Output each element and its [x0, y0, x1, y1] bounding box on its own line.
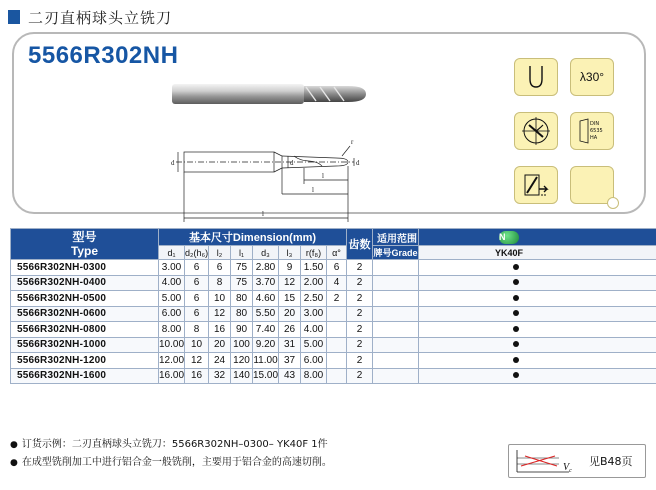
cell-d2: 6	[185, 291, 209, 307]
table-row	[11, 306, 656, 322]
cell-l3: 15	[279, 291, 301, 307]
type-cell: 5566R302NH-0300	[11, 260, 159, 276]
cell-l2: 16	[209, 322, 231, 338]
note-application-text: 在成型铣削加工中进行铝合金一般铣削，主要用于铝合金的高速切削。	[21, 457, 332, 468]
cell-l1: 80	[231, 291, 253, 307]
drawing-labels	[171, 138, 360, 218]
cell-range-blank	[373, 353, 419, 369]
material-n-cell	[419, 229, 656, 246]
label-l3: l	[312, 186, 314, 194]
type-cell: 5566R302NH-0400	[11, 275, 159, 291]
cell-d1: 8.00	[159, 322, 185, 338]
cell-a	[327, 306, 347, 322]
type-cell: 5566R302NH-1200	[11, 353, 159, 369]
cell-range-blank	[373, 275, 419, 291]
cell-a: 6	[327, 260, 347, 276]
spec-table	[10, 228, 656, 384]
cell-range-blank	[373, 322, 419, 338]
cell-a	[327, 337, 347, 353]
cell-teeth: 2	[347, 260, 373, 276]
tool-render	[172, 84, 366, 104]
bullet-icon: ●	[10, 458, 18, 468]
cell-a	[327, 368, 347, 384]
note-order-text: 订货示例：二刃直柄球头立铣刀：5566R302NH–0300– YK40F 1件	[21, 439, 328, 450]
available-dot-icon	[513, 372, 519, 378]
cell-d3: 9.20	[253, 337, 279, 353]
cell-grade-availability	[419, 275, 656, 291]
type-header-en: Type	[70, 244, 99, 258]
dimension-drawing	[176, 146, 354, 222]
cell-grade-availability	[419, 306, 656, 322]
cell-grade-availability	[419, 291, 656, 307]
cell-a	[327, 353, 347, 369]
col-d1: d₁	[159, 246, 185, 260]
cell-range-blank	[373, 368, 419, 384]
type-header-cn: 型号	[72, 230, 97, 244]
available-dot-icon	[513, 310, 519, 316]
cell-d3: 5.50	[253, 306, 279, 322]
label-l2: l	[322, 172, 324, 180]
col-r: r(f₈)	[301, 246, 327, 260]
label-l1: l	[262, 210, 264, 218]
table-row	[11, 260, 656, 276]
cell-l2: 8	[209, 275, 231, 291]
cell-d3: 7.40	[253, 322, 279, 338]
cell-l3: 37	[279, 353, 301, 369]
cell-d1: 3.00	[159, 260, 185, 276]
cell-grade-availability	[419, 260, 656, 276]
cell-range-blank	[373, 337, 419, 353]
cell-grade-availability	[419, 337, 656, 353]
available-dot-icon	[513, 326, 519, 332]
cell-l3: 12	[279, 275, 301, 291]
tool-drawing	[154, 72, 384, 227]
product-card	[12, 32, 646, 218]
cell-a: 2	[327, 291, 347, 307]
note-order-example	[10, 436, 332, 454]
table-row	[11, 291, 656, 307]
header-marker	[8, 10, 20, 24]
section-header	[8, 6, 172, 28]
blank-badge	[570, 166, 614, 204]
cell-teeth: 2	[347, 353, 373, 369]
vc-graph-icon	[511, 446, 581, 476]
cell-l1: 120	[231, 353, 253, 369]
cell-r: 8.00	[301, 368, 327, 384]
cell-r: 2.50	[301, 291, 327, 307]
cell-l3: 9	[279, 260, 301, 276]
table-row	[11, 322, 656, 338]
cell-d1: 5.00	[159, 291, 185, 307]
available-dot-icon	[513, 264, 519, 270]
col-l2: l₂	[209, 246, 231, 260]
cell-l1: 80	[231, 306, 253, 322]
two-flute-icon	[514, 112, 558, 150]
section-title: 二刃直柄球头立铣刀	[28, 8, 173, 27]
cell-a	[327, 322, 347, 338]
din-shank-icon	[574, 115, 610, 147]
svg-text:Vc: $V_c$	[563, 462, 572, 474]
cutting-data-reference	[508, 444, 646, 478]
svg-text:HA: HA	[590, 135, 598, 141]
cell-l1: 75	[231, 260, 253, 276]
available-dot-icon	[513, 279, 519, 285]
cell-r: 4.00	[301, 322, 327, 338]
label-d2: d	[171, 159, 175, 167]
table-row	[11, 368, 656, 384]
cell-l2: 24	[209, 353, 231, 369]
table-row	[11, 353, 656, 369]
cell-d3: 11.00	[253, 353, 279, 369]
cell-l1: 90	[231, 322, 253, 338]
cell-d3: 3.70	[253, 275, 279, 291]
footer-notes	[10, 436, 332, 472]
spec-table-body	[11, 260, 656, 384]
cell-d1: 16.00	[159, 368, 185, 384]
dimension-header: 基本尺寸Dimension(mm)	[159, 229, 347, 246]
cell-l3: 26	[279, 322, 301, 338]
col-d3: d₃	[253, 246, 279, 260]
available-dot-icon	[513, 357, 519, 363]
cell-range-blank	[373, 260, 419, 276]
cell-l2: 20	[209, 337, 231, 353]
cell-d2: 6	[185, 306, 209, 322]
cell-grade-availability	[419, 353, 656, 369]
cell-l3: 20	[279, 306, 301, 322]
cell-r: 5.00	[301, 337, 327, 353]
svg-text:6535: 6535	[590, 128, 603, 134]
cell-range-blank	[373, 306, 419, 322]
cell-r: 3.00	[301, 306, 327, 322]
label-d3: d	[290, 159, 294, 167]
cell-d1: 12.00	[159, 353, 185, 369]
type-cell: 5566R302NH-1600	[11, 368, 159, 384]
cell-d3: 15.00	[253, 368, 279, 384]
cell-l1: 140	[231, 368, 253, 384]
available-dot-icon	[513, 295, 519, 301]
cell-l2: 12	[209, 306, 231, 322]
cell-a: 4	[327, 275, 347, 291]
cell-l1: 100	[231, 337, 253, 353]
note-application	[10, 454, 332, 472]
bullet-icon: ●	[10, 440, 18, 450]
type-cell: 5566R302NH-0600	[11, 306, 159, 322]
cell-r: 2.00	[301, 275, 327, 291]
col-l3: l₃	[279, 246, 301, 260]
cell-grade-availability	[419, 322, 656, 338]
label-r: r	[351, 138, 354, 146]
cell-teeth: 2	[347, 368, 373, 384]
col-alpha: α°	[327, 246, 347, 260]
cell-d1: 4.00	[159, 275, 185, 291]
svg-text:DIN: DIN	[590, 121, 600, 127]
cell-d2: 6	[185, 260, 209, 276]
cell-teeth: 2	[347, 306, 373, 322]
cell-d2: 6	[185, 275, 209, 291]
cell-d2: 8	[185, 322, 209, 338]
cell-r: 1.50	[301, 260, 327, 276]
cell-l2: 10	[209, 291, 231, 307]
available-dot-icon	[513, 341, 519, 347]
col-l1: l₁	[231, 246, 253, 260]
helix-angle-label: λ30°	[579, 70, 605, 84]
ball-nose-icon	[514, 58, 558, 96]
teeth-header: 齿数	[347, 229, 373, 260]
cell-teeth: 2	[347, 275, 373, 291]
cutting-direction-icon	[514, 166, 558, 204]
cell-l1: 75	[231, 275, 253, 291]
cell-l2: 6	[209, 260, 231, 276]
range-header: 适用范围	[373, 229, 419, 246]
badge-corner	[607, 197, 619, 209]
type-cell: 5566R302NH-0800	[11, 322, 159, 338]
cell-d2: 16	[185, 368, 209, 384]
cell-d1: 10.00	[159, 337, 185, 353]
grade-header: 牌号Grade	[373, 246, 419, 260]
din-standard-badge	[570, 112, 614, 150]
type-cell: 5566R302NH-0500	[11, 291, 159, 307]
reference-page-link[interactable]: 见B48页	[589, 455, 633, 468]
cell-teeth: 2	[347, 322, 373, 338]
cell-d3: 4.60	[253, 291, 279, 307]
cell-d1: 6.00	[159, 306, 185, 322]
cell-grade-availability	[419, 368, 656, 384]
col-d2: d₂(h₆)	[185, 247, 209, 258]
product-code: 5566R302NH	[28, 42, 179, 69]
cell-teeth: 2	[347, 291, 373, 307]
cell-r: 6.00	[301, 353, 327, 369]
cell-teeth: 2	[347, 337, 373, 353]
helix-angle-badge	[570, 58, 614, 96]
cell-l2: 32	[209, 368, 231, 384]
type-cell: 5566R302NH-1000	[11, 337, 159, 353]
cell-range-blank	[373, 291, 419, 307]
table-row	[11, 337, 656, 353]
table-row	[11, 275, 656, 291]
cell-l3: 43	[279, 368, 301, 384]
material-n-badge: N	[499, 231, 519, 244]
cell-d3: 2.80	[253, 260, 279, 276]
label-d1: d	[356, 159, 360, 167]
type-header	[11, 229, 159, 260]
cell-d2: 12	[185, 353, 209, 369]
cell-d2: 10	[185, 337, 209, 353]
cell-l3: 31	[279, 337, 301, 353]
grade-value-header: YK40F	[419, 246, 656, 260]
